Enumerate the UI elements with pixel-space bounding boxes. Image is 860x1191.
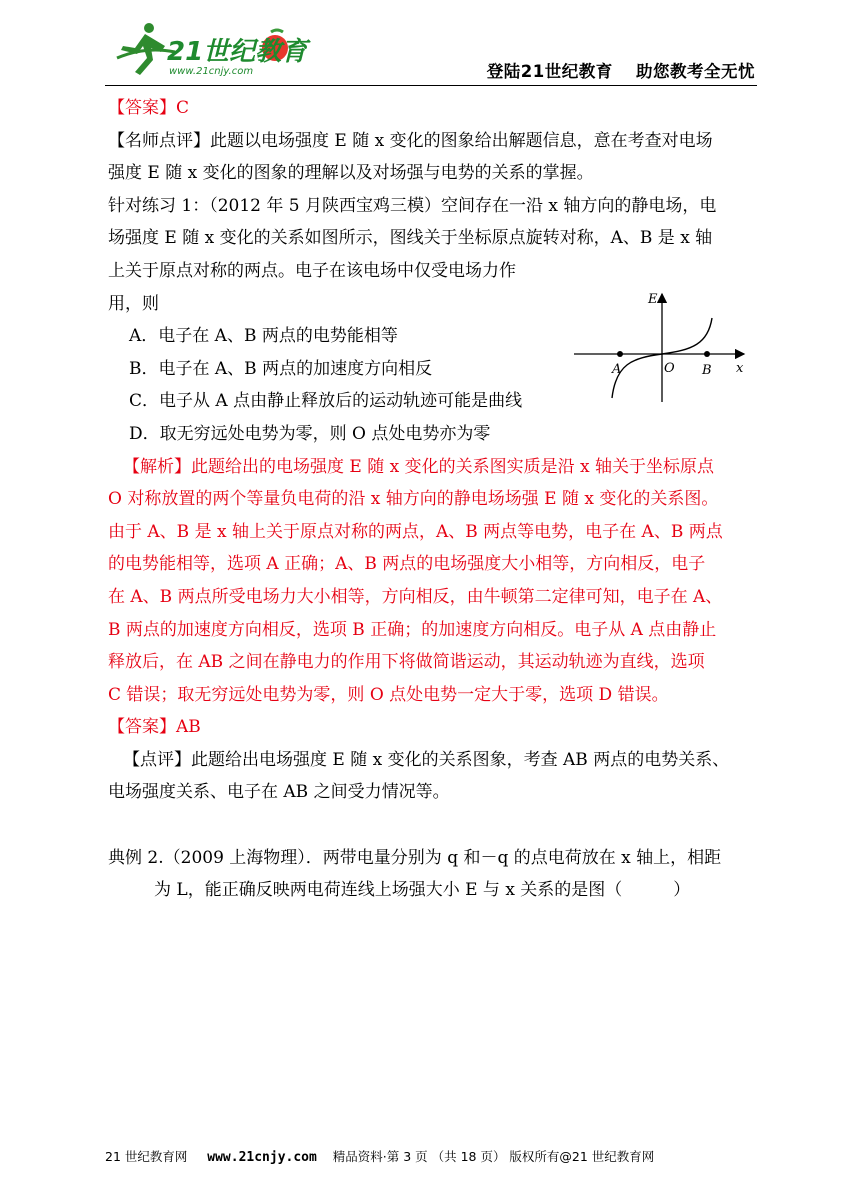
page-footer — [105, 1147, 755, 1165]
practice-line-1: 针对练习 1：（2012 年 5 月陕西宝鸡三模）空间存在一沿 x 轴方向的静电场，电 — [108, 195, 717, 216]
analysis-line-6: B 两点的加速度方向相反，选项 B 正确；的加速度方向相反。电子从 A 点由静止 — [108, 619, 717, 640]
svg-text:www.21cnjy.com: www.21cnjy.com — [169, 66, 254, 77]
footer-site-name: 21 世纪教育网 — [105, 1149, 188, 1164]
main-content — [108, 92, 758, 907]
blank-line — [108, 809, 758, 842]
analysis-line-4: 的电势能相等，选项 A 正确；A、B 两点的电场强度大小相等，方向相反，电子 — [108, 554, 706, 575]
review-line-2: 电场强度关系、电子在 AB 之间受力情况等。 — [108, 782, 450, 803]
example-line-2: 为 L，能正确反映两电荷连线上场强大小 E 与 x 关系的是图（ ） — [154, 880, 691, 901]
answer-2: 【答案】AB — [108, 717, 201, 738]
origin-label: O — [664, 361, 675, 376]
practice-line-3: 上关于原点对称的两点。电子在该电场中仅受电场力作 — [108, 260, 516, 281]
comment-text: 此题以电场强度 E 随 x 变化的图象给出解题信息，意在考查对电场 — [210, 130, 713, 151]
y-axis-label: E — [648, 292, 658, 307]
analysis-line-2: O 对称放置的两个等量负电荷的沿 x 轴方向的静电场场强 E 随 x 变化的关系图。 — [108, 489, 719, 510]
option-b: B．电子在 A、B 两点的加速度方向相反 — [129, 358, 433, 379]
page-header — [105, 18, 755, 84]
analysis-line-5: 在 A、B 两点所受电场力大小相等，方向相反，由牛顿第二定律可知，电子在 A、 — [108, 586, 723, 607]
option-d: D．取无穷远处电势为零，则 O 点处电势亦为零 — [129, 423, 491, 444]
svg-text:21世纪教育: 21世纪教育 — [167, 37, 308, 67]
site-logo — [105, 18, 320, 82]
point-b — [704, 351, 710, 357]
answer-1: 【答案】C — [108, 98, 190, 118]
option-a: A．电子在 A、B 两点的电势能相等 — [129, 326, 398, 347]
footer-site-url[interactable]: www.21cnjy.com — [207, 1150, 317, 1165]
analysis-line-3: 由于 A、B 是 x 轴上关于原点对称的两点，A、B 两点等电势，电子在 A、B 两点 — [108, 521, 723, 542]
comment-label: 【名师点评】 — [108, 130, 210, 151]
point-a-label: A — [612, 362, 622, 377]
analysis-line-8: C 错误；取无穷远处电势为零，则 O 点处电势一定大于零，选项 D 错误。 — [108, 684, 669, 705]
header-divider — [105, 85, 757, 86]
comment-1 — [108, 125, 758, 158]
analysis-line-1: 【解析】此题给出的电场强度 E 随 x 变化的关系图实质是沿 x 轴关于坐标原点 — [123, 456, 715, 477]
header-slogan: 登陆21世纪教育 助您教考全无忧 — [486, 62, 755, 81]
point-b-label: B — [702, 363, 712, 378]
practice-line-4: 用，则 — [108, 293, 159, 314]
example-line-1: 典例 2.（2009 上海物理）．两带电量分别为 q 和－q 的点电荷放在 x 轴上，相距 — [108, 847, 722, 868]
point-a — [617, 351, 623, 357]
review-line-1: 【点评】此题给出电场强度 E 随 x 变化的关系图象，考查 AB 两点的电势关系、 — [123, 749, 730, 770]
practice-line-2: 场强度 E 随 x 变化的关系如图所示，图线关于坐标原点旋转对称，A、B 是 x 轴 — [108, 228, 713, 249]
analysis-line-7: 释放后，在 AB 之间在静电力的作用下将做简谐运动，其运动轨迹为直线，选项 — [108, 652, 705, 673]
footer-page-info: 精品资料·第 3 页 （共 18 页） 版权所有@21 世纪教育网 — [332, 1149, 655, 1164]
comment-1-cont: 强度 E 随 x 变化的图象的理解以及对场强与电势的关系的掌握。 — [108, 163, 594, 184]
option-c: C．电子从 A 点由静止释放后的运动轨迹可能是曲线 — [129, 391, 523, 412]
e-x-graph — [572, 286, 750, 406]
x-axis-label: x — [736, 361, 744, 376]
